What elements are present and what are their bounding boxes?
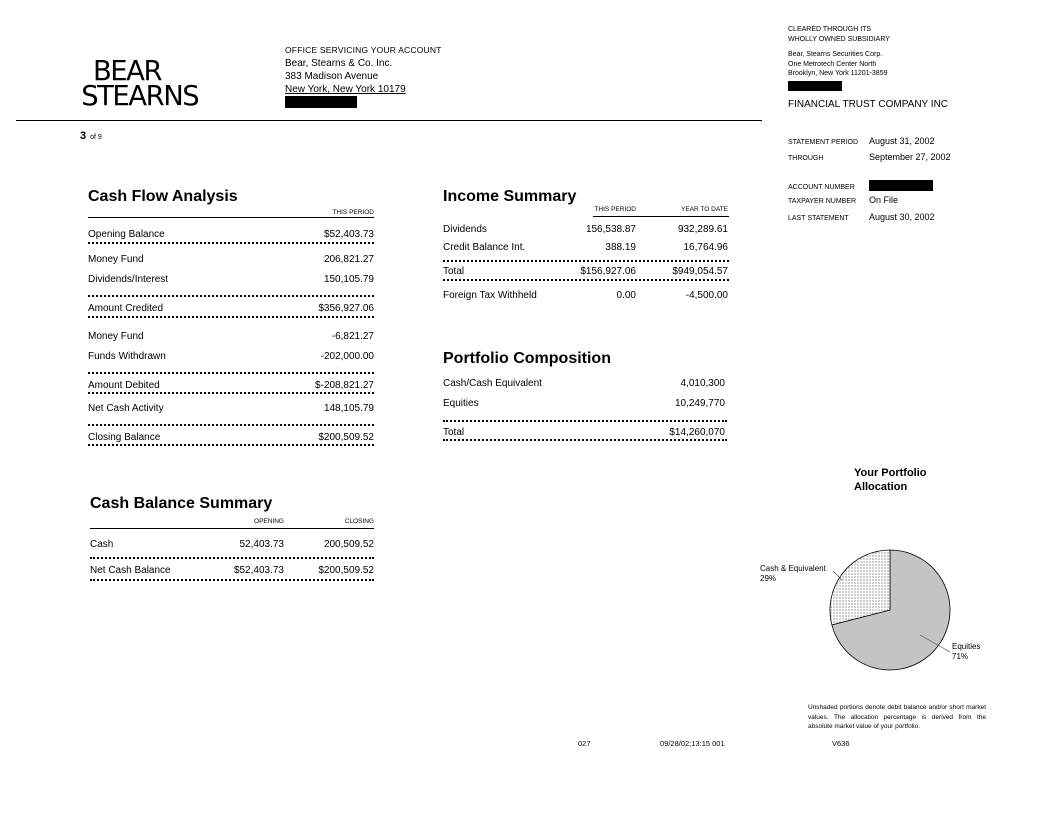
row-label: Funds Withdrawn — [88, 351, 166, 362]
table-row — [88, 403, 374, 414]
redaction-bar — [285, 96, 357, 108]
row-label: Amount Credited — [88, 303, 164, 314]
office-label: OFFICE SERVICING YOUR ACCOUNT — [285, 45, 442, 55]
col-ytd: YEAR TO DATE — [681, 206, 728, 213]
row-period: 0.00 — [616, 290, 636, 301]
col-opening: OPENING — [254, 518, 284, 525]
table-row — [88, 303, 374, 314]
row-label: Cash — [90, 539, 114, 550]
last-statement-label: LAST STATEMENT — [788, 215, 849, 222]
divider — [88, 217, 374, 218]
row-value: -202,000.00 — [320, 351, 374, 362]
row-value: 150,105.79 — [323, 274, 374, 285]
cash-balance-title: Cash Balance Summary — [90, 495, 273, 512]
divider — [88, 242, 374, 244]
account-number-label: ACCOUNT NUMBER — [788, 184, 855, 191]
row-period: 156,538.87 — [585, 224, 636, 235]
logo-line1: BEAR — [92, 54, 162, 87]
divider — [90, 579, 374, 581]
through-label: THROUGH — [788, 155, 824, 162]
table-row — [90, 565, 374, 579]
divider — [443, 279, 729, 281]
bear-stearns-logo — [81, 54, 199, 112]
divider — [90, 557, 374, 559]
cash-balance-col-headers — [90, 518, 374, 527]
sub-line-2: One Metrotech Center North — [788, 60, 877, 68]
cash-flow-title: Cash Flow Analysis — [88, 188, 238, 205]
footer-code1: 027 — [578, 739, 591, 748]
table-row — [88, 274, 374, 285]
row-value: 4,010,300 — [680, 378, 725, 389]
table-row — [443, 224, 729, 235]
row-value: $14,260,070 — [669, 427, 725, 438]
row-value: -6,821.27 — [331, 331, 374, 342]
row-opening: 52,403.73 — [239, 539, 284, 550]
allocation-title-line1: Your Portfolio — [854, 467, 927, 479]
redaction-bar — [788, 81, 842, 91]
row-period: $156,927.06 — [580, 266, 636, 277]
col-closing: CLOSING — [344, 518, 374, 525]
row-label: Credit Balance Int. — [443, 242, 526, 253]
row-opening: $52,403.73 — [233, 565, 284, 576]
table-row — [88, 380, 374, 391]
row-label: Total — [443, 266, 465, 277]
divider — [443, 420, 727, 422]
row-value: $-208,821.27 — [315, 380, 374, 391]
company-name: FINANCIAL TRUST COMPANY INC — [788, 99, 949, 110]
statement-info — [788, 138, 968, 228]
statement-period-label: STATEMENT PERIOD — [788, 139, 859, 146]
office-block — [285, 44, 442, 112]
last-statement-value: August 30, 2002 — [869, 212, 935, 222]
row-label: Opening Balance — [88, 229, 165, 240]
income-col-headers — [443, 206, 729, 215]
row-closing: $200,509.52 — [318, 565, 374, 576]
cash-pct: 29% — [760, 574, 777, 583]
taxpayer-value: On File — [869, 195, 899, 205]
header-rule — [16, 120, 762, 121]
allocation-title-line2: Allocation — [854, 481, 908, 493]
sub-line-3: Brooklyn, New York 11201-3859 — [788, 70, 888, 77]
divider — [88, 424, 374, 426]
row-label: Dividends/Interest — [88, 274, 169, 285]
table-row — [88, 331, 374, 342]
income-section — [443, 188, 729, 213]
row-period: 388.19 — [605, 242, 636, 253]
table-row — [88, 432, 374, 443]
row-label: Net Cash Activity — [88, 403, 164, 414]
sub-line-1: Bear, Stearns Securities Corp. — [788, 51, 883, 58]
row-ytd: $949,054.57 — [672, 266, 728, 277]
row-label: Money Fund — [88, 254, 144, 265]
equities-pct: 71% — [952, 652, 969, 661]
taxpayer-label: TAXPAYER NUMBER — [788, 198, 857, 205]
row-value: 206,821.27 — [323, 254, 374, 265]
row-closing: 200,509.52 — [323, 539, 374, 550]
table-row — [90, 539, 374, 553]
row-label: Total — [443, 427, 465, 438]
page-number-value: 3 — [80, 130, 87, 142]
divider — [90, 528, 374, 529]
divider — [443, 260, 729, 262]
equities-label: Equities — [952, 642, 981, 651]
row-ytd: 932,289.61 — [677, 224, 728, 235]
row-label: Foreign Tax Withheld — [443, 290, 537, 301]
clearing-info — [788, 25, 948, 110]
table-row — [443, 427, 727, 438]
table-row — [88, 351, 374, 362]
cash-label: Cash & Equivalent — [760, 564, 826, 573]
page-of: of 9 — [90, 134, 102, 141]
office-line-2: 383 Madison Avenue — [285, 71, 379, 82]
row-label: Equities — [443, 398, 479, 409]
table-row — [443, 398, 727, 409]
office-line-1: Bear, Stearns & Co. Inc. — [285, 58, 393, 69]
row-value: $200,509.52 — [318, 432, 374, 443]
table-row — [88, 229, 374, 240]
footer-timestamp: 09/28/02;13:15 001 — [660, 739, 725, 748]
divider — [88, 316, 374, 318]
divider — [593, 216, 729, 217]
portfolio-section — [443, 350, 727, 438]
cleared-line2: WHOLLY OWNED SUBSIDIARY — [788, 35, 890, 43]
row-value: $52,403.73 — [323, 229, 374, 240]
divider — [88, 372, 374, 374]
row-value: 148,105.79 — [323, 403, 374, 414]
portfolio-title: Portfolio Composition — [443, 350, 611, 367]
redaction-bar — [869, 180, 933, 191]
divider — [88, 444, 374, 446]
row-ytd: -4,500.00 — [685, 290, 728, 301]
cash-balance-section — [90, 495, 374, 581]
statement-period-value: August 31, 2002 — [869, 136, 935, 146]
row-label: Dividends — [443, 224, 487, 235]
row-label: Closing Balance — [88, 432, 161, 443]
office-line-3: New York, New York 10179 — [285, 84, 406, 95]
table-row — [443, 290, 729, 301]
divider — [88, 295, 374, 297]
allocation-note: Unshaded portions denote debit balance and/or short market values. The allocation percentage is derived from the absolute market value of your portfolio. — [808, 704, 986, 730]
row-label: Cash/Cash Equivalent — [443, 378, 542, 389]
pie-slices — [830, 550, 950, 670]
row-label: Net Cash Balance — [90, 565, 171, 576]
row-ytd: 16,764.96 — [683, 242, 728, 253]
cash-flow-col-header: THIS PERIOD — [332, 209, 374, 216]
footer-code2: V636 — [832, 739, 850, 748]
divider — [443, 439, 727, 441]
row-value: $356,927.06 — [318, 303, 374, 314]
page-number — [80, 130, 102, 142]
allocation-title — [854, 466, 927, 494]
allocation-pie-chart — [740, 540, 980, 680]
cleared-line1: CLEARED THROUGH ITS — [788, 26, 872, 33]
table-row — [443, 242, 729, 253]
income-title: Income Summary — [443, 188, 577, 205]
table-row — [88, 254, 374, 265]
logo-line2: STEARNS — [81, 79, 199, 112]
col-this-period: THIS PERIOD — [594, 206, 636, 213]
row-value: 10,249,770 — [674, 398, 725, 409]
table-row — [443, 378, 727, 389]
cash-flow-section — [88, 188, 374, 218]
table-row — [443, 266, 729, 277]
row-label: Money Fund — [88, 331, 144, 342]
through-value: September 27, 2002 — [869, 152, 951, 162]
row-label: Amount Debited — [88, 380, 160, 391]
divider — [88, 392, 374, 394]
